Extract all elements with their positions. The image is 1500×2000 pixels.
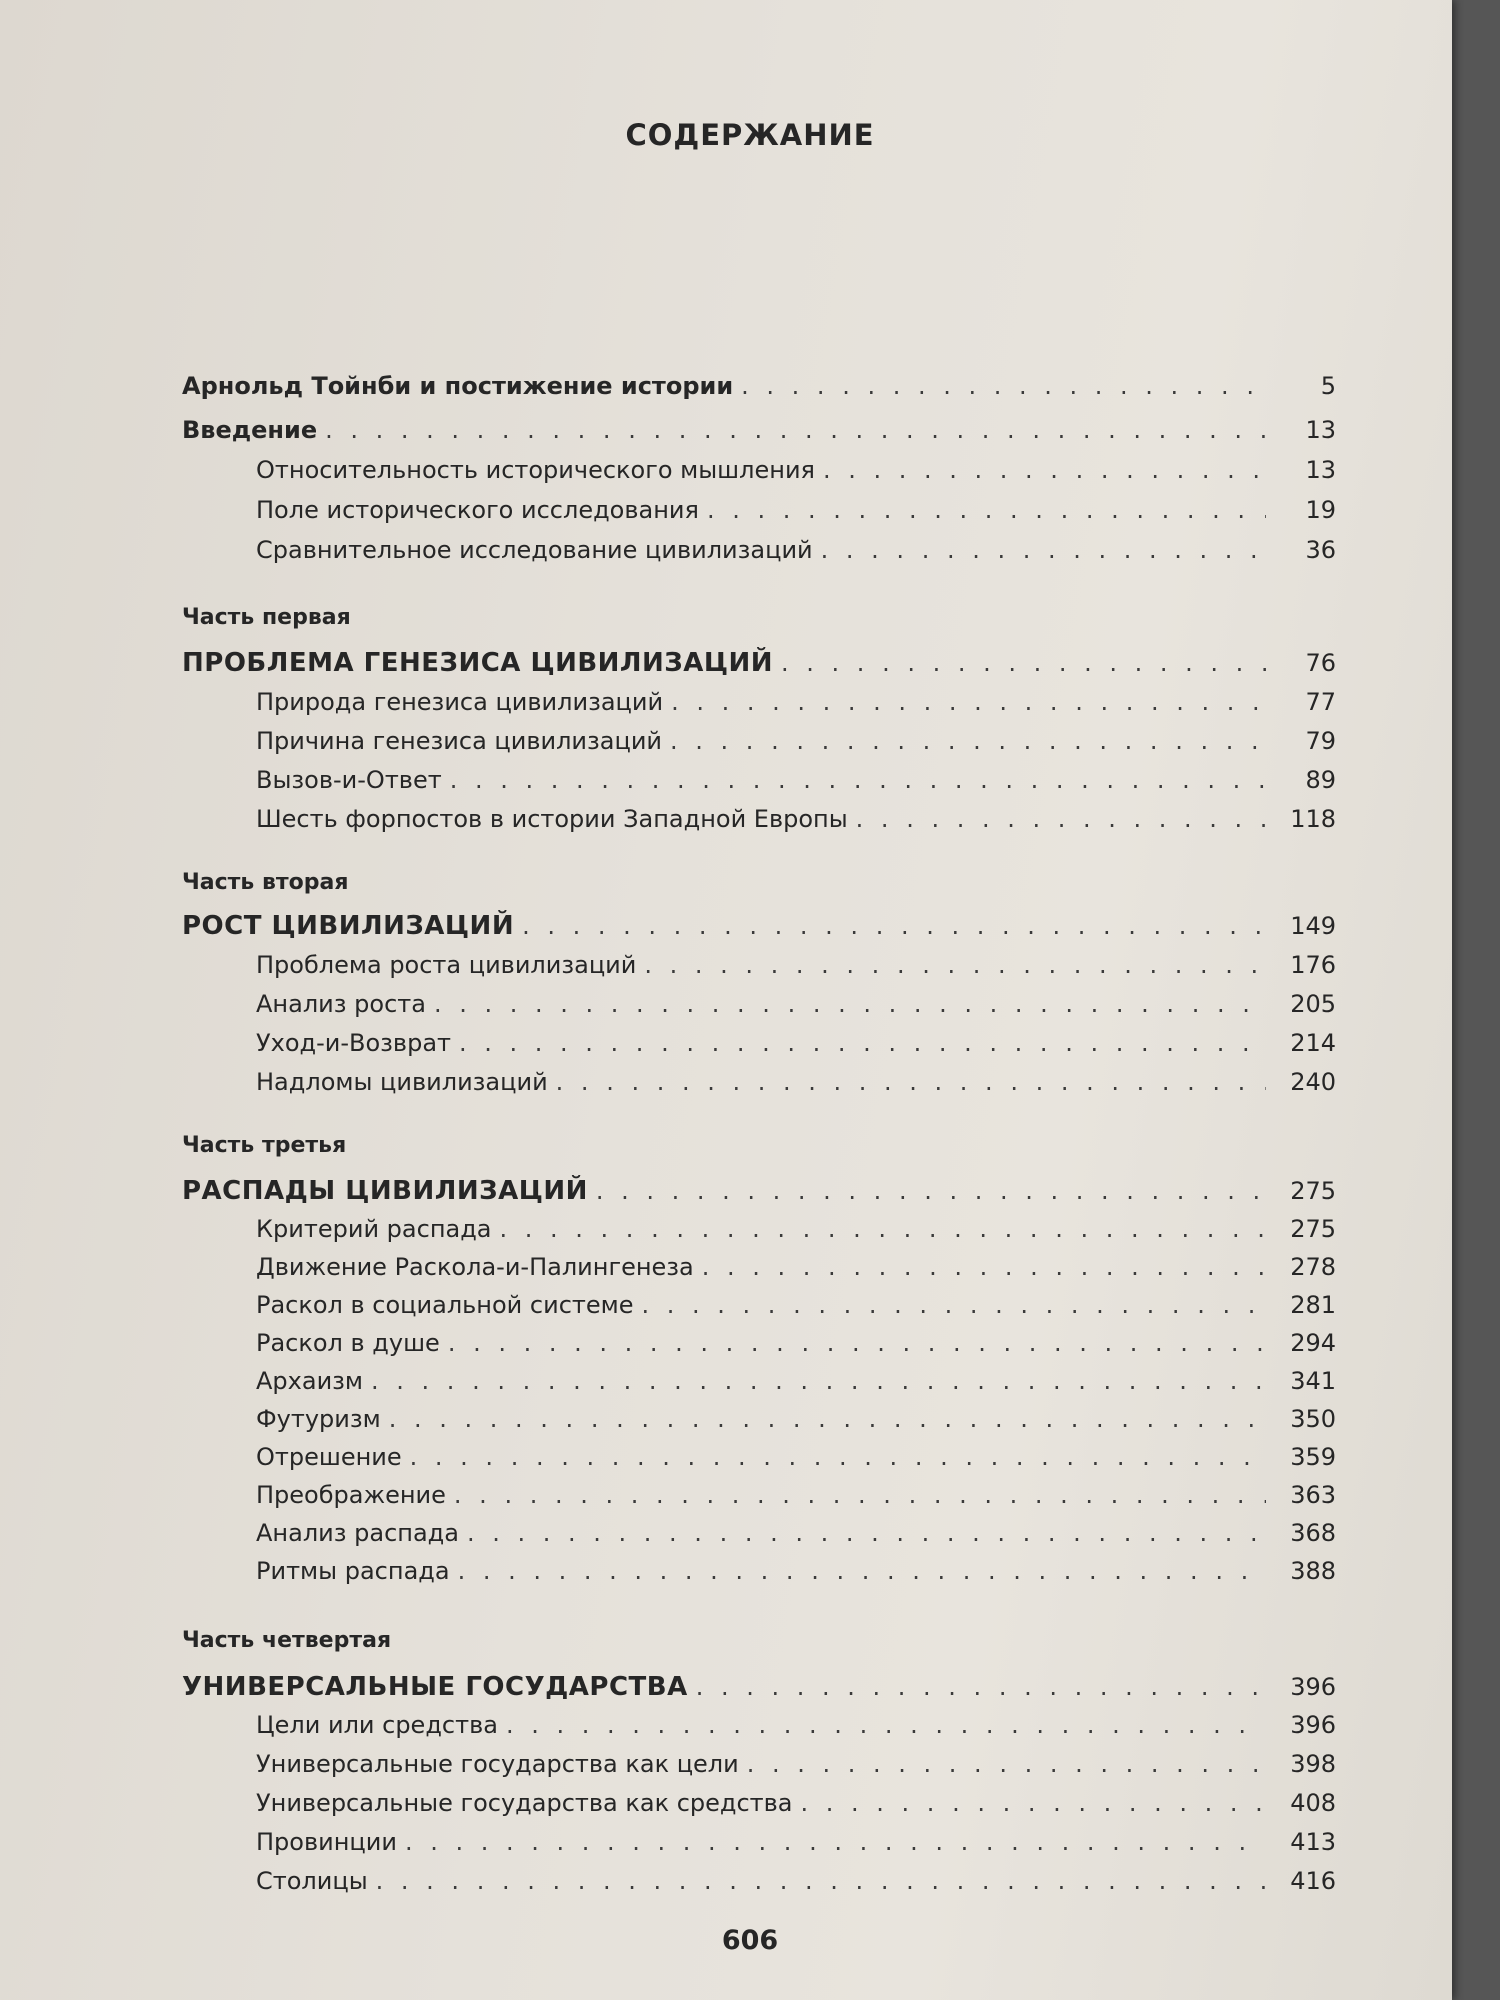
toc-entry-label: Природа генезиса цивилизаций xyxy=(256,688,664,716)
page-number: 606 xyxy=(721,1925,779,1956)
toc-entry-page: 176 xyxy=(1290,951,1336,979)
dot-leader xyxy=(702,1253,1266,1281)
toc-entry xyxy=(256,496,1336,530)
toc-entry-label: Цели или средства xyxy=(256,1711,498,1739)
dot-leader xyxy=(781,649,1266,677)
dot-leader xyxy=(371,1367,1266,1395)
toc-entry-label: Анализ распада xyxy=(256,1519,459,1547)
toc-entry-page: 388 xyxy=(1290,1557,1336,1585)
toc-entry-label: Архаизм xyxy=(256,1367,364,1395)
dot-leader xyxy=(434,990,1266,1018)
toc-entry-label: УНИВЕРСАЛЬНЫЕ ГОСУДАРСТВА xyxy=(182,1672,688,1702)
toc-entry-page: 13 xyxy=(1305,416,1336,444)
toc-entry xyxy=(256,1029,1336,1063)
toc-entry-page: 416 xyxy=(1290,1867,1336,1895)
dot-leader xyxy=(596,1177,1266,1205)
toc-entry xyxy=(256,1557,1336,1591)
toc-entry-page: 149 xyxy=(1290,912,1336,940)
toc-entry-label: Введение xyxy=(182,416,318,444)
toc-entry-page: 76 xyxy=(1305,649,1336,677)
toc-entry-label: Движение Раскола-и-Палингенеза xyxy=(256,1253,694,1281)
dot-leader xyxy=(325,416,1266,444)
dot-leader xyxy=(410,1443,1266,1471)
toc-entry-label: РАСПАДЫ ЦИВИЛИЗАЦИЙ xyxy=(182,1176,588,1206)
dot-leader xyxy=(801,1789,1266,1817)
toc-entry xyxy=(256,1215,1336,1249)
toc-entry-page: 363 xyxy=(1290,1481,1336,1509)
toc-entry-page: 396 xyxy=(1290,1673,1336,1701)
toc-entry-vvedenie xyxy=(182,416,1336,450)
toc-entry-label: ПРОБЛЕМА ГЕНЕЗИСА ЦИВИЛИЗАЦИЙ xyxy=(182,648,774,678)
page-title: СОДЕРЖАНИЕ xyxy=(625,118,875,152)
dot-leader xyxy=(405,1828,1266,1856)
dot-leader xyxy=(522,912,1266,940)
toc-entry-page: 413 xyxy=(1290,1828,1336,1856)
dot-leader xyxy=(823,456,1266,484)
dot-leader xyxy=(450,766,1266,794)
toc-entry xyxy=(256,456,1336,490)
toc-entry-page: 275 xyxy=(1290,1215,1336,1243)
toc-entry-page: 350 xyxy=(1290,1405,1336,1433)
dot-leader xyxy=(556,1068,1266,1096)
toc-entry-label: Сравнительное исследование цивилизаций xyxy=(256,536,813,564)
toc-entry xyxy=(256,688,1336,722)
dot-leader xyxy=(458,1557,1266,1585)
toc-entry xyxy=(256,1253,1336,1287)
toc-entry-label: Уход-и-Возврат xyxy=(256,1029,451,1057)
toc-entry xyxy=(256,1519,1336,1553)
toc-entry-page: 294 xyxy=(1290,1329,1336,1357)
toc-entry-label: Арнольд Тойнби и постижение истории xyxy=(182,372,734,400)
toc-entry xyxy=(256,951,1336,985)
toc-entry-page: 240 xyxy=(1290,1068,1336,1096)
toc-entry xyxy=(256,766,1336,800)
dot-leader xyxy=(642,1291,1266,1319)
toc-entry-label: Вызов-и-Ответ xyxy=(256,766,442,794)
toc-entry-label: Поле исторического исследования xyxy=(256,496,699,524)
toc-entry-label: Преображение xyxy=(256,1481,446,1509)
toc-entry xyxy=(256,1828,1336,1862)
toc-entry-label: Относительность исторического мышления xyxy=(256,456,815,484)
toc-entry-page: 368 xyxy=(1290,1519,1336,1547)
toc-entry-label: Универсальные государства как средства xyxy=(256,1789,793,1817)
toc-entry xyxy=(256,1443,1336,1477)
toc-entry xyxy=(256,1405,1336,1439)
toc-entry-page: 408 xyxy=(1290,1789,1336,1817)
toc-entry xyxy=(256,1789,1336,1823)
dot-leader xyxy=(459,1029,1266,1057)
toc-entry-page: 89 xyxy=(1305,766,1336,794)
toc-entry-label: Универсальные государства как цели xyxy=(256,1750,739,1778)
dot-leader xyxy=(670,727,1266,755)
toc-entry-page: 359 xyxy=(1290,1443,1336,1471)
toc-entry-label: Раскол в душе xyxy=(256,1329,440,1357)
part-heading xyxy=(182,1176,1336,1210)
toc-entry xyxy=(256,1711,1336,1745)
toc-entry xyxy=(256,990,1336,1024)
toc-entry xyxy=(256,536,1336,570)
part-label: Часть четвертая xyxy=(182,1628,392,1653)
toc-entry-label: Надломы цивилизаций xyxy=(256,1068,548,1096)
toc-entry xyxy=(256,727,1336,761)
toc-entry-label: РОСТ ЦИВИЛИЗАЦИЙ xyxy=(182,911,515,941)
part-heading xyxy=(182,648,1336,682)
dot-leader xyxy=(821,536,1266,564)
toc-entry xyxy=(256,1291,1336,1325)
toc-entry-page: 5 xyxy=(1320,372,1336,400)
toc-entry-label: Провинции xyxy=(256,1828,397,1856)
toc-entry-label: Критерий распада xyxy=(256,1215,492,1243)
toc-entry-page: 396 xyxy=(1290,1711,1336,1739)
toc-entry-label: Отрешение xyxy=(256,1443,402,1471)
toc-entry-label: Проблема роста цивилизаций xyxy=(256,951,637,979)
dot-leader xyxy=(671,688,1266,716)
toc-entry-page: 13 xyxy=(1305,456,1336,484)
toc-entry-label: Ритмы распада xyxy=(256,1557,450,1585)
dot-leader xyxy=(506,1711,1266,1739)
toc-entry xyxy=(256,805,1336,839)
part-label: Часть третья xyxy=(182,1133,347,1158)
dot-leader xyxy=(707,496,1266,524)
toc-entry-label: Шесть форпостов в истории Западной Европы xyxy=(256,805,848,833)
toc-entry-label: Столицы xyxy=(256,1867,368,1895)
toc-entry-page: 205 xyxy=(1290,990,1336,1018)
toc-entry-label: Причина генезиса цивилизаций xyxy=(256,727,663,755)
toc-entry-label: Футуризм xyxy=(256,1405,381,1433)
dot-leader xyxy=(467,1519,1266,1547)
part-heading xyxy=(182,911,1336,945)
part-label: Часть вторая xyxy=(182,870,349,895)
toc-entry-page: 77 xyxy=(1305,688,1336,716)
toc-entry-page: 118 xyxy=(1290,805,1336,833)
toc-entry-page: 341 xyxy=(1290,1367,1336,1395)
toc-entry-page: 275 xyxy=(1290,1177,1336,1205)
toc-entry xyxy=(256,1329,1336,1363)
toc-entry xyxy=(256,1867,1336,1901)
part-label: Часть первая xyxy=(182,605,351,630)
toc-entry-intro xyxy=(182,372,1336,406)
dot-leader xyxy=(741,372,1266,400)
toc-entry xyxy=(256,1367,1336,1401)
dot-leader xyxy=(448,1329,1266,1357)
toc-entry-page: 281 xyxy=(1290,1291,1336,1319)
dot-leader xyxy=(389,1405,1266,1433)
toc-entry xyxy=(256,1068,1336,1102)
toc-entry xyxy=(256,1750,1336,1784)
toc-entry-page: 79 xyxy=(1305,727,1336,755)
toc-entry-label: Анализ роста xyxy=(256,990,426,1018)
dot-leader xyxy=(644,951,1266,979)
dot-leader xyxy=(376,1867,1266,1895)
toc-entry xyxy=(256,1481,1336,1515)
dot-leader xyxy=(696,1673,1266,1701)
dot-leader xyxy=(500,1215,1266,1243)
part-heading xyxy=(182,1672,1336,1706)
toc-entry-page: 398 xyxy=(1290,1750,1336,1778)
dot-leader xyxy=(747,1750,1266,1778)
toc-entry-label: Раскол в социальной системе xyxy=(256,1291,634,1319)
toc-entry-page: 19 xyxy=(1305,496,1336,524)
toc-entry-page: 36 xyxy=(1305,536,1336,564)
toc-entry-page: 214 xyxy=(1290,1029,1336,1057)
dot-leader xyxy=(856,805,1266,833)
dot-leader xyxy=(454,1481,1266,1509)
toc-entry-page: 278 xyxy=(1290,1253,1336,1281)
